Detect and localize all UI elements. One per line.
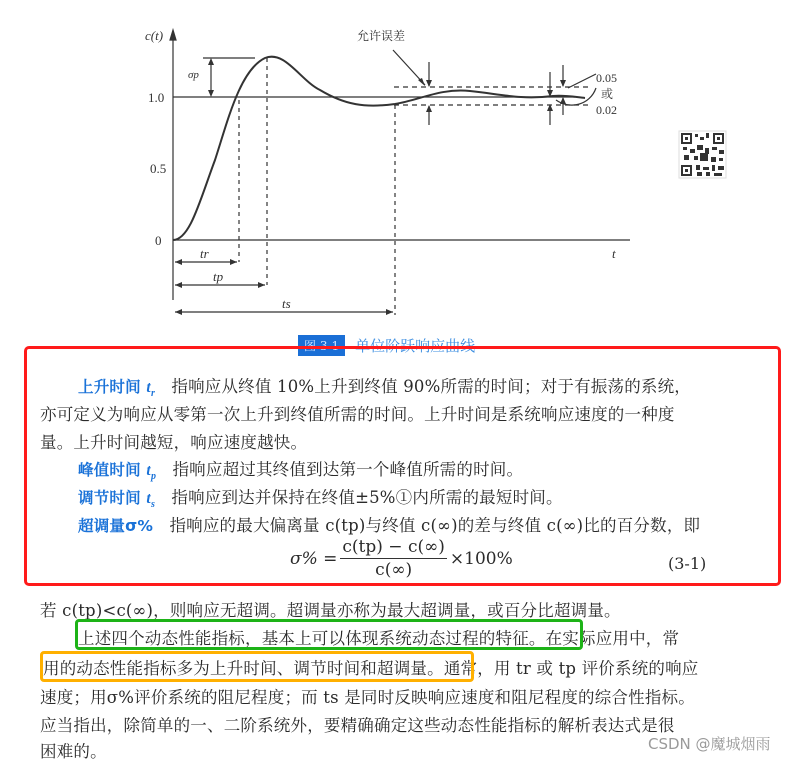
paragraph-line-3: 用的动态性能指标多为上升时间、调节时间和超调量。通常，用 tr 或 tp 评价系统的响应 <box>43 659 699 678</box>
definition-rise-time-line-2: 亦可定义为响应从零第一次上升到终值所需的时间。上升时间是系统响应速度的一种度 <box>40 405 675 424</box>
paragraph-line-4: 速度；用σ%评价系统的阻尼程度；而 ts 是同时反映响应速度和阻尼程度的综合性指标。 <box>40 688 695 707</box>
definition-overshoot: 超调量σ% 指响应的最大偏离量 c(tp)与终值 c(∞)的差与终值 c(∞)比的百分数，即 <box>78 516 701 535</box>
term-rise-time: 上升时间 $t_r$ <box>78 378 156 400</box>
term-settling-time: 调节时间 $t_s$ <box>78 489 156 511</box>
paragraph-line-6: 困难的。 <box>40 742 107 761</box>
orange-highlighted-sentence: 用的动态性能指标多为上升时间、调节时间和超调量。 <box>43 659 444 678</box>
red-highlight-box <box>24 346 781 586</box>
definition-rise-time-line-3: 量。上升时间越短，响应速度越快。 <box>40 433 308 452</box>
y-tick-0: 0 <box>155 233 162 248</box>
green-highlight-box <box>75 619 583 650</box>
overshoot-label: σp <box>188 69 199 81</box>
term-peak-time: 峰值时间 $t_p$ <box>78 461 157 483</box>
settling-time-label: ts <box>282 296 291 311</box>
green-highlighted-sentence: 上述四个动态性能指标，基本上可以体现系统动态过程的特征。 <box>78 629 546 648</box>
figure-title: 单位阶跃响应曲线 <box>355 336 476 355</box>
paragraph-line-1: 若 c(tp)<c(∞)，则响应无超调。超调量亦称为最大超调量，或百分比超调量。 <box>40 601 621 620</box>
tolerance-or: 或 <box>601 87 614 101</box>
y-axis-label: c(t) <box>145 28 164 43</box>
orange-highlight-box <box>40 651 474 682</box>
rise-time-label: tr <box>200 246 209 261</box>
y-tick-0-5: 0.5 <box>150 161 167 176</box>
definition-peak-time: 峰值时间 $t_p$ 指响应超过其终值到达第一个峰值所需的时间。 <box>78 460 524 483</box>
definition-rise-time: 上升时间 $t_r$ 指响应从终值 10%上升到终值 90%所需的时间；对于有振荡的系统， <box>78 377 692 400</box>
definition-settling-time: 调节时间 $t_s$ 指响应到达并保持在终值±5%①内所需的最短时间。 <box>78 488 563 511</box>
qr-code-icon <box>679 131 726 178</box>
tolerance-upper: 0.05 <box>596 71 617 85</box>
figure-number: 图 3-1 <box>298 335 345 356</box>
watermark: CSDN @魔城烟雨 <box>648 735 771 753</box>
peak-time-label: tp <box>213 269 224 284</box>
y-tick-1-0: 1.0 <box>148 90 165 105</box>
formula-numerator: c(tp) − c(∞) <box>342 537 445 557</box>
tolerance-label: 允许误差 <box>357 29 406 43</box>
term-overshoot: 超调量σ% <box>78 517 154 535</box>
tolerance-lower: 0.02 <box>596 103 617 117</box>
x-axis-label: t <box>612 246 616 261</box>
paragraph-line-5: 应当指出，除简单的一、二阶系统外，要精确确定这些动态性能指标的解析表达式是很 <box>40 716 675 735</box>
equation-number: (3-1) <box>668 554 707 573</box>
formula-denominator: c(∞) <box>375 560 413 580</box>
formula-rhs: ×100% <box>449 548 513 569</box>
formula-lhs: σ% = <box>290 548 338 569</box>
paragraph-line-2: 上述四个动态性能指标，基本上可以体现系统动态过程的特征。在实际应用中，常 <box>78 629 680 648</box>
step-response-figure <box>0 0 806 330</box>
